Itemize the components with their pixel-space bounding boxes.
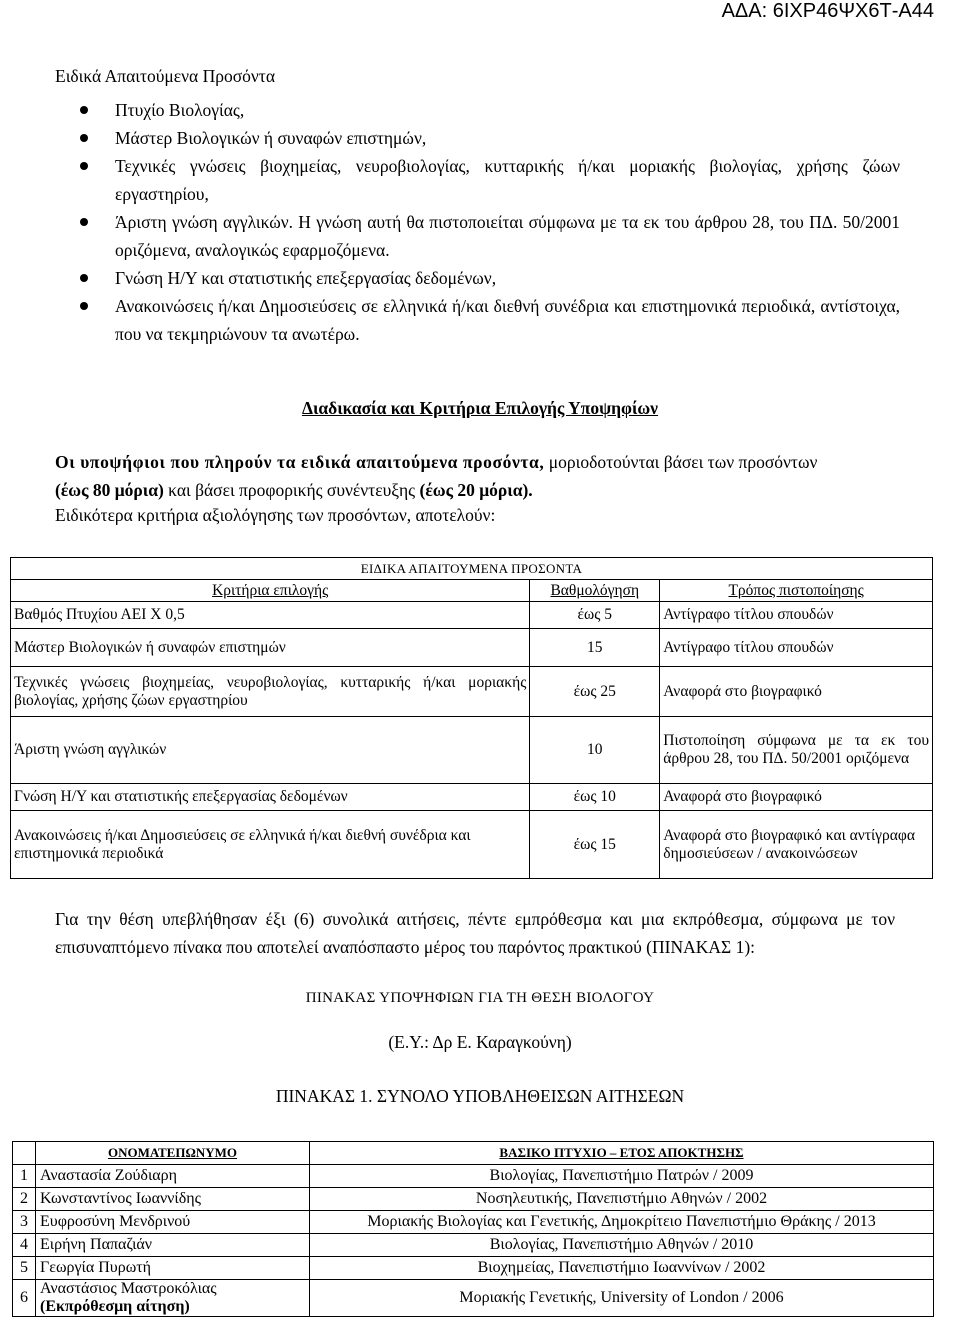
- bullet-icon: [80, 106, 88, 114]
- table-row: Γνώση Η/Υ και στατιστικής επεξεργασίας δεδομένων έως 10 Αναφορά στο βιογραφικό: [11, 784, 933, 811]
- table-row: 3 Ευφροσύνη Μενδρινού Μοριακής Βιολογίας και Γενετικής, Δημοκρίτειο Πανεπιστήμιο Θράκης / 2013: [13, 1211, 934, 1234]
- applicants-table-subtitle: (Ε.Υ.: Δρ Ε. Καραγκούνη): [388, 1032, 572, 1052]
- bullet-icon: [80, 302, 88, 310]
- bullet-icon: [80, 162, 88, 170]
- applicants-table: [12, 1141, 934, 1317]
- header-degree: ΒΑΣΙΚΟ ΠΤΥΧΙΟ – ΕΤΟΣ ΑΠΟΚΤΗΣΗΣ: [310, 1142, 934, 1165]
- ada-code: ΑΔΑ: 6ΙΧΡ46ΨΧ6Τ-Α44: [721, 0, 934, 22]
- list-item: Άριστη γνώση αγγλικών. Η γνώση αυτή θα πιστοποιείται σύμφωνα με τα εκ του άρθρου 28, του ΠΔ. 50/2001 οριζόμενα, αναλογικώς εφαρμοζόμενα.: [0, 208, 960, 264]
- header-name: ΟΝΟΜΑΤΕΠΩΝΥΜΟ: [36, 1142, 310, 1165]
- bullet-icon: [80, 134, 88, 142]
- qualifications-list: [0, 96, 960, 348]
- table-row: 6 Αναστάσιος Μαστροκόλιας (Εκπρόθεσμη αίτηση) Μοριακής Γενετικής, University of London / 2006: [13, 1280, 934, 1317]
- criteria-caption: ΕΙΔΙΚΑ ΑΠΑΙΤΟΥΜΕΝΑ ΠΡΟΣΟΝΤΑ: [11, 558, 933, 580]
- bullet-icon: [80, 274, 88, 282]
- qualifications-heading: Ειδικά Απαιτούμενα Προσόντα: [55, 66, 275, 86]
- table-row: Μάστερ Βιολογικών ή συναφών επιστημών 15 Αντίγραφο τίτλου σπουδών: [11, 629, 933, 667]
- list-item: Μάστερ Βιολογικών ή συναφών επιστημών,: [0, 124, 960, 152]
- header-certification: Τρόπος πιστοποίησης: [660, 580, 933, 602]
- list-item: Γνώση Η/Υ και στατιστικής επεξεργασίας δεδομένων,: [0, 264, 960, 292]
- header-criteria: Κριτήρια επιλογής: [11, 580, 530, 602]
- header-score: Βαθμολόγηση: [530, 580, 660, 602]
- table-row: 1 Αναστασία Ζούδιαρη Βιολογίας, Πανεπιστήμιο Πατρών / 2009: [13, 1165, 934, 1188]
- table-row: Άριστη γνώση αγγλικών 10 Πιστοποίηση σύμφωνα με τα εκ του άρθρου 28, του ΠΔ. 50/2001 οριζόμενα: [11, 717, 933, 784]
- late-application-note: (Εκπρόθεσμη αίτηση): [40, 1298, 190, 1315]
- applications-paragraph: Για την θέση υπεβλήθησαν έξι (6) συνολικά αιτήσεις, πέντε εμπρόθεσμα και μια εκπρόθεσμα, σύμφωνα με τον επισυναπτόμενο πίνακα που αποτελεί αναπόσπαστο μέρος του παρόντος πρακτικού (ΠΙΝΑΚΑΣ 1):: [55, 909, 895, 957]
- procedure-paragraph: Οι υποψήφιοι που πληρούν τα ειδικά απαιτούμενα προσόντα, μοριοδοτούνται βάσει των προσόντων (έως 80 μόρια) και βάσει προφορικής συνέντευξης (έως 20 μόρια).: [55, 452, 818, 500]
- bullet-icon: [80, 218, 88, 226]
- table-row: 5 Γεωργία Πυρωτή Βιοχημείας, Πανεπιστήμιο Ιωαννίνων / 2002: [13, 1257, 934, 1280]
- table-row: Τεχνικές γνώσεις βιοχημείας, νευροβιολογίας, κυτταρικής ή/και μοριακής βιολογίας, χρήσης ζώων εργαστηρίου έως 25 Αναφορά στο βιογραφικό: [11, 667, 933, 717]
- applicants-table-title: ΠΙΝΑΚΑΣ ΥΠΟΨΗΦΙΩΝ ΓΙΑ ΤΗ ΘΕΣΗ ΒΙΟΛΟΓΟΥ: [305, 990, 655, 1006]
- applicants-table-label: ΠΙΝΑΚΑΣ 1. ΣΥΝΟΛΟ ΥΠΟΒΛΗΘΕΙΣΩΝ ΑΙΤΗΣΕΩΝ: [275, 1086, 685, 1106]
- procedure-title: Διαδικασία και Κριτήρια Επιλογής Υποψηφίων: [301, 398, 659, 418]
- table-row: Ανακοινώσεις ή/και Δημοσιεύσεις σε ελληνικά ή/και διεθνή συνέδρια και επιστημονικά περιοδικά έως 15 Αναφορά στο βιογραφικό και αντίγραφα δημοσιεύσεων / ανακοινώσεων: [11, 811, 933, 879]
- table-row: 2 Κωνσταντίνος Ιωαννίδης Νοσηλευτικής, Πανεπιστήμιο Αθηνών / 2002: [13, 1188, 934, 1211]
- list-item: Ανακοινώσεις ή/και Δημοσιεύσεις σε ελληνικά ή/και διεθνή συνέδρια και επιστημονικά περιοδικά, αντίστοιχα, που να τεκμηριώνουν τα ανωτέρω.: [0, 292, 960, 348]
- table-row: Βαθμός Πτυχίου ΑΕΙ Χ 0,5 έως 5 Αντίγραφο τίτλου σπουδών: [11, 602, 933, 629]
- criteria-intro: Ειδικότερα κριτήρια αξιολόγησης των προσόντων, αποτελούν:: [55, 505, 496, 525]
- list-item: Τεχνικές γνώσεις βιοχημείας, νευροβιολογίας, κυτταρικής ή/και μοριακής βιολογίας, χρήσης ζώων εργαστηρίου,: [0, 152, 960, 208]
- list-item: Πτυχίο Βιολογίας,: [0, 96, 960, 124]
- criteria-table: [10, 557, 933, 879]
- table-row: 4 Ειρήνη Παπαζιάν Βιολογίας, Πανεπιστήμιο Αθηνών / 2010: [13, 1234, 934, 1257]
